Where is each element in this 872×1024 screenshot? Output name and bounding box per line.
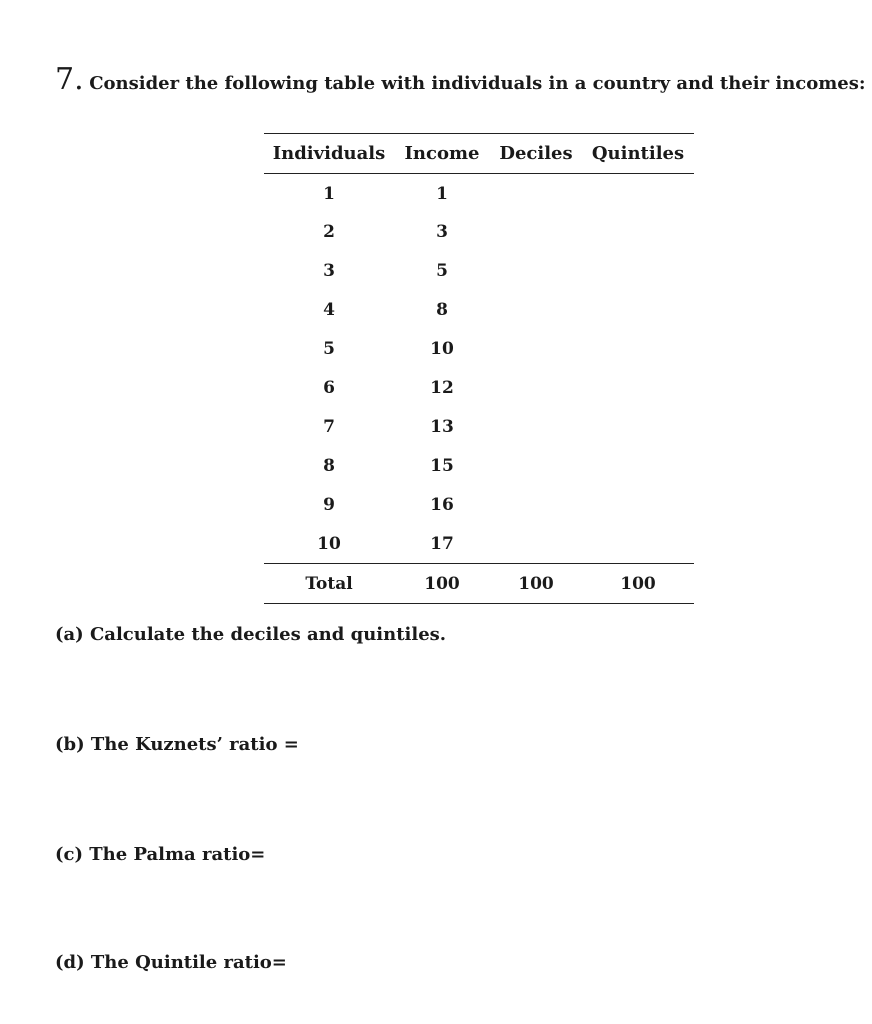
table-row — [264, 486, 694, 525]
table-row — [264, 291, 694, 330]
question-number: 7. — [55, 62, 84, 97]
cell-quintile — [582, 330, 694, 369]
cell-quintile — [582, 447, 694, 486]
header-quintiles: Quintiles — [582, 134, 694, 174]
cell-income: 8 — [436, 300, 448, 320]
cell-income: 16 — [430, 495, 454, 515]
table-row — [264, 525, 694, 564]
header-income: Income — [394, 134, 490, 174]
cell-quintile — [582, 174, 694, 213]
cell-individual: 7 — [323, 417, 335, 437]
cell-quintile — [582, 291, 694, 330]
cell-individual: 1 — [323, 184, 335, 205]
cell-individual: 3 — [323, 261, 335, 281]
table-row — [264, 252, 694, 291]
header-individuals: Individuals — [264, 134, 394, 174]
cell-quintile — [582, 252, 694, 291]
table-row — [264, 174, 694, 213]
header-deciles: Deciles — [490, 134, 582, 174]
total-quintiles: 100 — [582, 564, 694, 604]
cell-decile — [490, 213, 582, 252]
cell-quintile — [582, 525, 694, 564]
cell-individual: 4 — [323, 300, 335, 320]
income-table — [264, 133, 694, 604]
cell-decile — [490, 486, 582, 525]
cell-income: 3 — [436, 222, 448, 242]
question-a: (a) Calculate the deciles and quintiles. — [55, 624, 447, 645]
cell-decile — [490, 408, 582, 447]
question-text: Consider the following table with individuals in a country and their incomes: — [89, 73, 866, 94]
cell-decile — [490, 330, 582, 369]
cell-decile — [490, 447, 582, 486]
question-b: (b) The Kuznets’ ratio = — [55, 734, 299, 755]
cell-income: 10 — [430, 339, 454, 359]
cell-income: 15 — [430, 456, 454, 476]
table-row — [264, 330, 694, 369]
table-row — [264, 447, 694, 486]
cell-decile — [490, 525, 582, 564]
total-deciles: 100 — [490, 564, 582, 604]
cell-individual: 5 — [323, 339, 335, 359]
question-d: (d) The Quintile ratio= — [55, 952, 287, 973]
cell-individual: 9 — [323, 495, 335, 515]
cell-individual: 6 — [323, 378, 335, 398]
cell-income: 13 — [430, 417, 454, 437]
cell-income: 5 — [436, 261, 448, 281]
question-heading — [55, 62, 866, 97]
cell-income: 1 — [436, 184, 448, 205]
cell-decile — [490, 369, 582, 408]
total-label: Total — [264, 564, 394, 604]
cell-income: 12 — [430, 378, 454, 398]
cell-quintile — [582, 408, 694, 447]
cell-income: 17 — [430, 533, 454, 554]
table-row — [264, 408, 694, 447]
cell-quintile — [582, 486, 694, 525]
table-row — [264, 369, 694, 408]
question-c: (c) The Palma ratio= — [55, 844, 266, 865]
table-row — [264, 213, 694, 252]
total-income: 100 — [394, 564, 490, 604]
table-total-row — [264, 564, 694, 604]
cell-decile — [490, 252, 582, 291]
cell-decile — [490, 291, 582, 330]
cell-individual: 10 — [317, 533, 341, 554]
cell-individual: 8 — [323, 456, 335, 476]
cell-quintile — [582, 213, 694, 252]
table-header-row — [264, 134, 694, 174]
cell-quintile — [582, 369, 694, 408]
cell-decile — [490, 174, 582, 213]
cell-individual: 2 — [323, 222, 335, 242]
